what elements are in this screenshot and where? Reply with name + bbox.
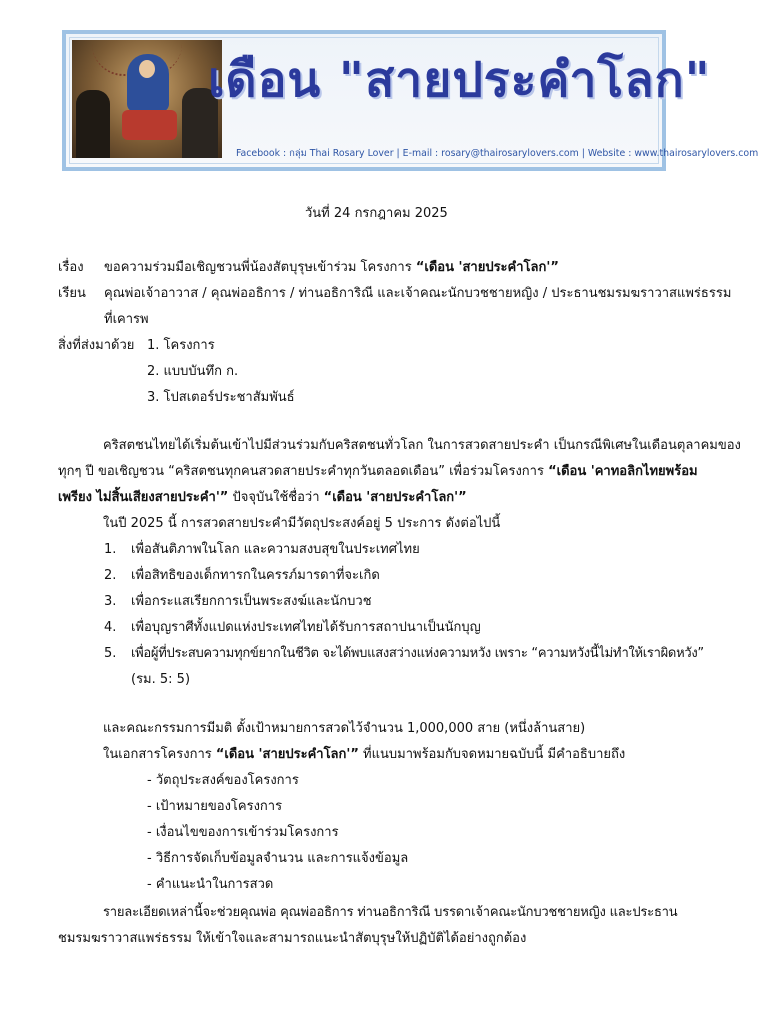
purpose-text: เพื่อบุญราศีทั้งแปดแห่งประเทศไทยได้รับการสถาปนาเป็นนักบุญ [131,620,481,635]
saint-dominic-figure [76,90,110,158]
enclosures-label: สิ่งที่ส่งมาด้วย [58,338,135,353]
recipient-label: เรียน [58,286,86,301]
madonna-face [139,60,155,78]
document-project-name: “เดือน 'สายประคำโลก'” [215,747,359,762]
intro-project-old-name-start: “เดือน 'คาทอลิกไทยพร้อม [548,464,698,479]
purpose-intro: ในปี 2025 นี้ การสวดสายประคำมีวัตถุประสงค์อยู่ 5 ประการ ดังต่อไปนี้ [103,516,501,531]
intro-line-2-text: ทุกๆ ปี ขอเชิญชวน “คริสตชนทุกคนสวดสายประคำทุกวันตลอดเดือน” เพื่อร่วมโครงการ [58,464,549,479]
purpose-number: 2. [104,568,117,583]
document-item: - เป้าหมายของโครงการ [147,799,283,814]
intro-line-2 [58,463,698,481]
closing-line-2: ชมรมฆราวาสแพร่ธรรม ให้เข้าใจและสามารถแนะนำสัตบุรุษให้ปฏิบัติได้อย่างถูกต้อง [58,931,527,946]
enclosure-item: 3. โปสเตอร์ประชาสัมพันธ์ [147,390,295,405]
purpose-text: เพื่อสิทธิของเด็กทารกในครรภ์มารดาที่จะเกิด [131,568,380,583]
purpose-text: เพื่อผู้ที่ประสบความทุกข์ยากในชีวิต จะได้พบแสงสว่างแห่งความหวัง เพราะ “ความหวังนี้ไม่ทำให้เราผิดหวัง” [131,646,704,661]
document-item: - วิธีการจัดเก็บข้อมูลจำนวน และการแจ้งข้อมูล [147,851,409,866]
child-jesus-figure [122,110,177,140]
intro-project-old-name-end: เพรียง ไม่สิ้นเสียงสายประคำ'” [58,490,229,505]
document-intro [103,746,625,764]
subject-line [104,259,559,277]
subject-project-name: “เดือน 'สายประคำโลก'” [415,260,559,275]
intro-project-current-name: “เดือน 'สายประคำโลก'” [323,490,467,505]
closing-line-1: รายละเอียดเหล่านี้จะช่วยคุณพ่อ คุณพ่ออธิการ ท่านอธิการิณี บรรดาเจ้าคณะนักบวชชายหญิง และประธาน [103,905,678,920]
intro-line-1: คริสตชนไทยได้เริ่มต้นเข้าไปมีส่วนร่วมกับคริสตชนทั่วโลก ในการสวดสายประคำ เป็นกรณีพิเศษในเดือนตุลาคมของ [103,438,741,453]
document-item: - เงื่อนไขของการเข้าร่วมโครงการ [147,825,339,840]
purpose-5-reference: (รม. 5: 5) [131,672,191,687]
letter-date: วันที่ 24 กรกฎาคม 2025 [305,206,448,221]
header-banner [62,30,758,171]
enclosure-item: 1. โครงการ [147,338,215,353]
purpose-text: เพื่อสันติภาพในโลก และความสงบสุขในประเทศไทย [131,542,420,557]
document-intro-text: ในเอกสารโครงการ [103,747,216,762]
purpose-number: 4. [104,620,117,635]
purpose-number: 1. [104,542,117,557]
purpose-text: เพื่อกระแสเรียกการเป็นพระสงฆ์และนักบวช [131,594,372,609]
purpose-number: 5. [104,646,117,661]
banner-contact-line: Facebook : กลุ่ม Thai Rosary Lover | E-mail : rosary@thairosarylovers.com | Website : www.thairosarylovers.com [236,148,758,159]
enclosure-item: 2. แบบบันทึก ก. [147,364,239,379]
document-item: - คำแนะนำในการสวด [147,877,274,892]
recipient-line-1: คุณพ่อเจ้าอาวาส / คุณพ่ออธิการ / ท่านอธิการิณี และเจ้าคณะนักบวชชายหญิง / ประธานชมรมฆราวาสแพร่ธรรม [104,286,732,301]
purpose-number: 3. [104,594,117,609]
recipient-line-2: ที่เคารพ [104,312,149,327]
banner-title: เดือน "สายประคำโลก" [208,52,711,108]
subject-label: เรื่อง [58,260,84,275]
document-item: - วัตถุประสงค์ของโครงการ [147,773,299,788]
subject-text: ขอความร่วมมือเชิญชวนพี่น้องสัตบุรุษเข้าร่วม โครงการ [104,260,416,275]
intro-line-3-text: ปัจจุบันใช้ชื่อว่า [228,490,324,505]
rosary-madonna-painting [72,40,222,158]
goal-sentence: และคณะกรรมการมีมติ ตั้งเป้าหมายการสวดไว้จำนวน 1,000,000 สาย (หนึ่งล้านสาย) [103,721,586,736]
document-intro-tail: ที่แนบมาพร้อมกับจดหมายฉบับนี้ มีคำอธิบายถึง [358,747,626,762]
intro-line-3 [58,489,467,507]
